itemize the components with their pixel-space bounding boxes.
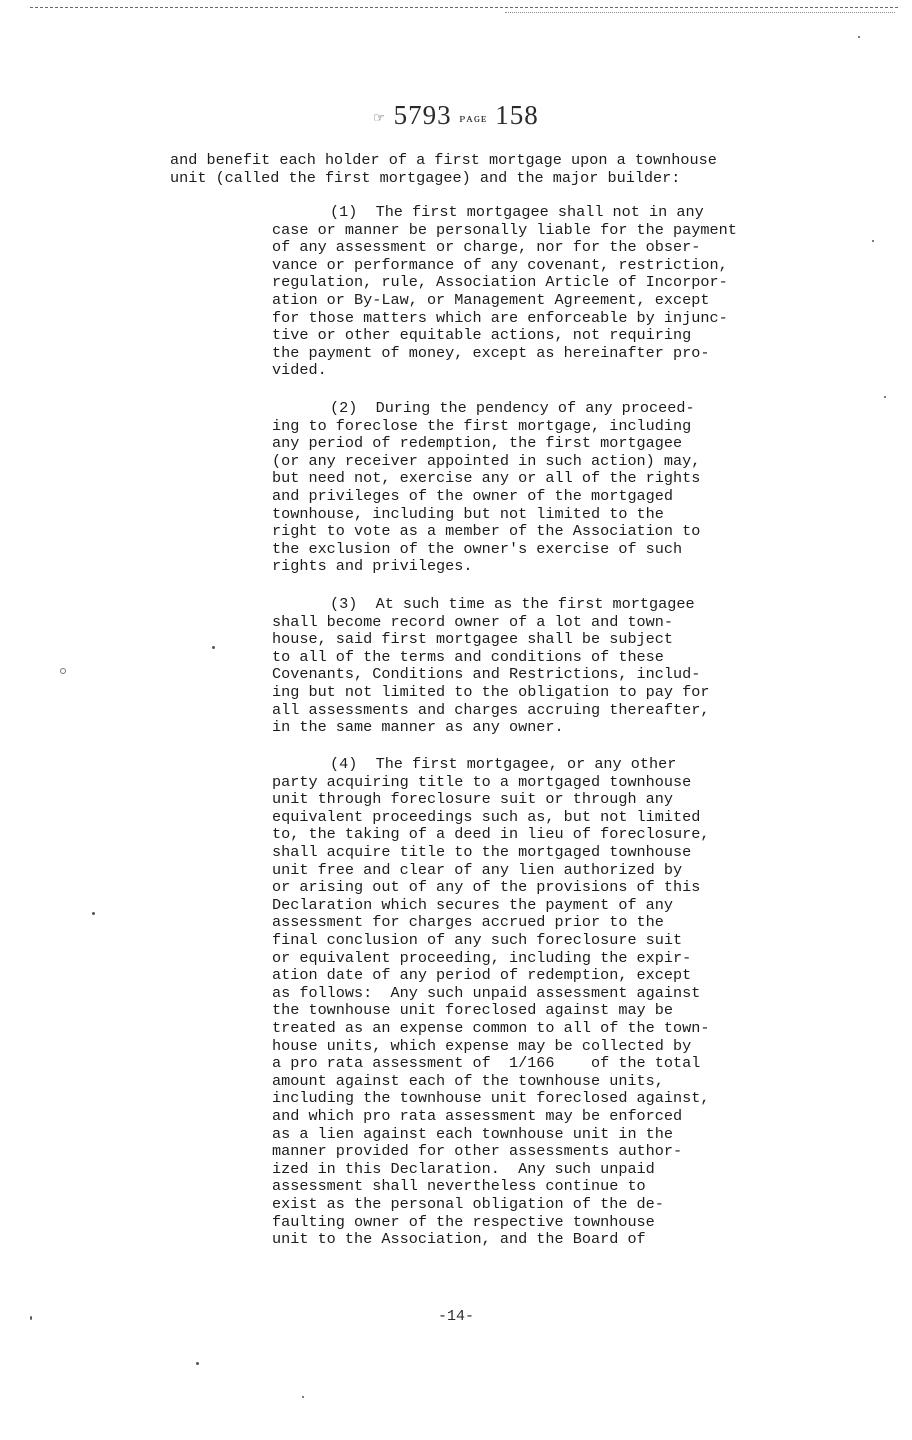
paragraph-line: At such time as the first mortgagee	[375, 595, 695, 613]
book-number: 5793	[393, 100, 452, 130]
paragraph-line: townhouse, including but not limited to the	[272, 504, 664, 523]
paragraph-line: all assessments and charges accruing thereafter,	[272, 700, 710, 719]
paragraph-first-line	[330, 756, 676, 774]
paragraph-line: any period of redemption, the first mortgagee	[272, 434, 683, 453]
paragraph-line: regulation, rule, Association Article of Incorpor-	[272, 273, 728, 292]
paragraph-line: exist as the personal obligation of the de-	[272, 1195, 664, 1213]
paragraph-line: final conclusion of any such foreclosure suit	[272, 931, 683, 949]
paragraph-line: as follows: Any such unpaid assessment against	[272, 983, 701, 1002]
intro-line: and benefit each holder of a first mortgage upon a townhouse	[170, 151, 717, 169]
paragraph-line: Covenants, Conditions and Restrictions, includ-	[272, 665, 701, 684]
paragraph-line: ing to foreclose the first mortgage, including	[272, 416, 692, 435]
stamp-prefix: ☞	[373, 109, 386, 125]
paragraph-line: ation date of any period of redemption, except	[272, 966, 692, 985]
paragraph-line: tive or other equitable actions, not requiring	[272, 326, 692, 345]
paragraph-line: or arising out of any of the provisions of this	[272, 878, 701, 897]
paragraph-line: to all of the terms and conditions of these	[272, 647, 664, 666]
scan-speck	[196, 1362, 199, 1365]
paragraph-line: of any assessment or charge, nor for the obser-	[272, 238, 701, 257]
paragraph-line: treated as an expense common to all of the town-	[272, 1019, 710, 1037]
scan-speck	[858, 36, 860, 38]
paragraph-line: house, said first mortgagee shall be subject	[272, 630, 674, 649]
paragraph-line: amount against each of the townhouse units,	[272, 1071, 664, 1090]
scan-top-rule-secondary	[505, 12, 895, 13]
page-number-stamp: 158	[495, 100, 539, 130]
paragraph-line: the exclusion of the owner's exercise of such	[272, 539, 683, 558]
paragraph-line: a pro rata assessment of 1/166 of the total	[272, 1054, 701, 1073]
paragraph-line: ing but not limited to the obligation to pay for	[272, 683, 710, 701]
paragraph-first-line	[330, 596, 695, 614]
scan-speck	[92, 912, 95, 915]
paragraph-line: unit to the Association, and the Board of	[272, 1230, 646, 1249]
paragraph-line: house units, which expense may be collected by	[272, 1036, 692, 1055]
stamp-mid: ᴘᴀɢᴇ	[459, 109, 488, 125]
paragraph-line: The first mortgagee, or any other	[375, 755, 677, 773]
paragraph-line: including the townhouse unit foreclosed against,	[272, 1089, 710, 1108]
paragraph-line: (or any receiver appointed in such action) may,	[272, 451, 701, 470]
paragraph-line: equivalent proceedings such as, but not limited	[272, 807, 701, 826]
paragraph-line: unit free and clear of any lien authorized by	[272, 860, 683, 879]
scan-speck	[60, 668, 66, 674]
paragraph-line: shall become record owner of a lot and town-	[272, 612, 674, 631]
scan-speck	[302, 1396, 304, 1398]
paragraph-line: as a lien against each townhouse unit in the	[272, 1124, 674, 1143]
paragraph-line: assessment for charges accrued prior to the	[272, 913, 664, 932]
paragraph-line: and which pro rata assessment may be enforced	[272, 1107, 683, 1125]
paragraph-number: (2)	[330, 399, 358, 417]
paragraph-line: or equivalent proceeding, including the expir-	[272, 948, 692, 967]
paragraph-line: vance or performance of any covenant, restriction,	[272, 255, 728, 274]
paragraph-line: but need not, exercise any or all of the rights	[272, 469, 701, 488]
paragraph-line: party acquiring title to a mortgaged townhouse	[272, 772, 692, 791]
page-footer-number: -14-	[437, 1308, 474, 1325]
paragraph-line: right to vote as a member of the Association to	[272, 522, 701, 541]
paragraph-line: rights and privileges.	[272, 557, 473, 576]
paragraph-line: case or manner be personally liable for the payment	[272, 220, 737, 239]
paragraph-line: the payment of money, except as hereinafter pro-	[272, 343, 710, 362]
scan-top-rule	[30, 7, 898, 8]
scan-speck	[884, 396, 886, 398]
paragraph-line: During the pendency of any proceed-	[375, 399, 695, 417]
paragraph-line: Declaration which secures the payment of any	[272, 895, 674, 914]
intro-line: unit (called the first mortgagee) and the major builder:	[170, 168, 681, 187]
paragraph-line: unit through foreclosure suit or through any	[272, 790, 674, 809]
paragraph-line: vided.	[272, 361, 327, 380]
paragraph-number: (3)	[330, 595, 358, 613]
paragraph-line: faulting owner of the respective townhouse	[272, 1212, 655, 1231]
scan-speck	[872, 240, 874, 242]
paragraph-line: the townhouse unit foreclosed against may be	[272, 1001, 674, 1020]
paragraph-line: ation or By-Law, or Management Agreement, except	[272, 291, 710, 309]
paragraph-line: to, the taking of a deed in lieu of foreclosure,	[272, 825, 710, 844]
scan-speck	[212, 646, 215, 649]
paragraph-line: and privileges of the owner of the mortgaged	[272, 487, 674, 505]
paragraph-number: (4)	[330, 755, 358, 773]
paragraph-number: (1)	[330, 203, 358, 221]
paragraph-first-line	[330, 400, 695, 418]
paragraph-line: in the same manner as any owner.	[272, 718, 564, 737]
paragraph-line: ized in this Declaration. Any such unpaid	[272, 1159, 655, 1178]
paragraph-line: shall acquire title to the mortgaged townhouse	[272, 843, 692, 861]
book-page-stamp	[0, 100, 912, 131]
paragraph-line: manner provided for other assessments author-	[272, 1142, 683, 1161]
paragraph-line: assessment shall nevertheless continue to	[272, 1177, 646, 1196]
paragraph-first-line	[330, 204, 704, 222]
paragraph-line: for those matters which are enforceable by injunc-	[272, 308, 728, 327]
scan-speck	[30, 1316, 32, 1320]
paragraph-line: The first mortgagee shall not in any	[375, 203, 704, 221]
